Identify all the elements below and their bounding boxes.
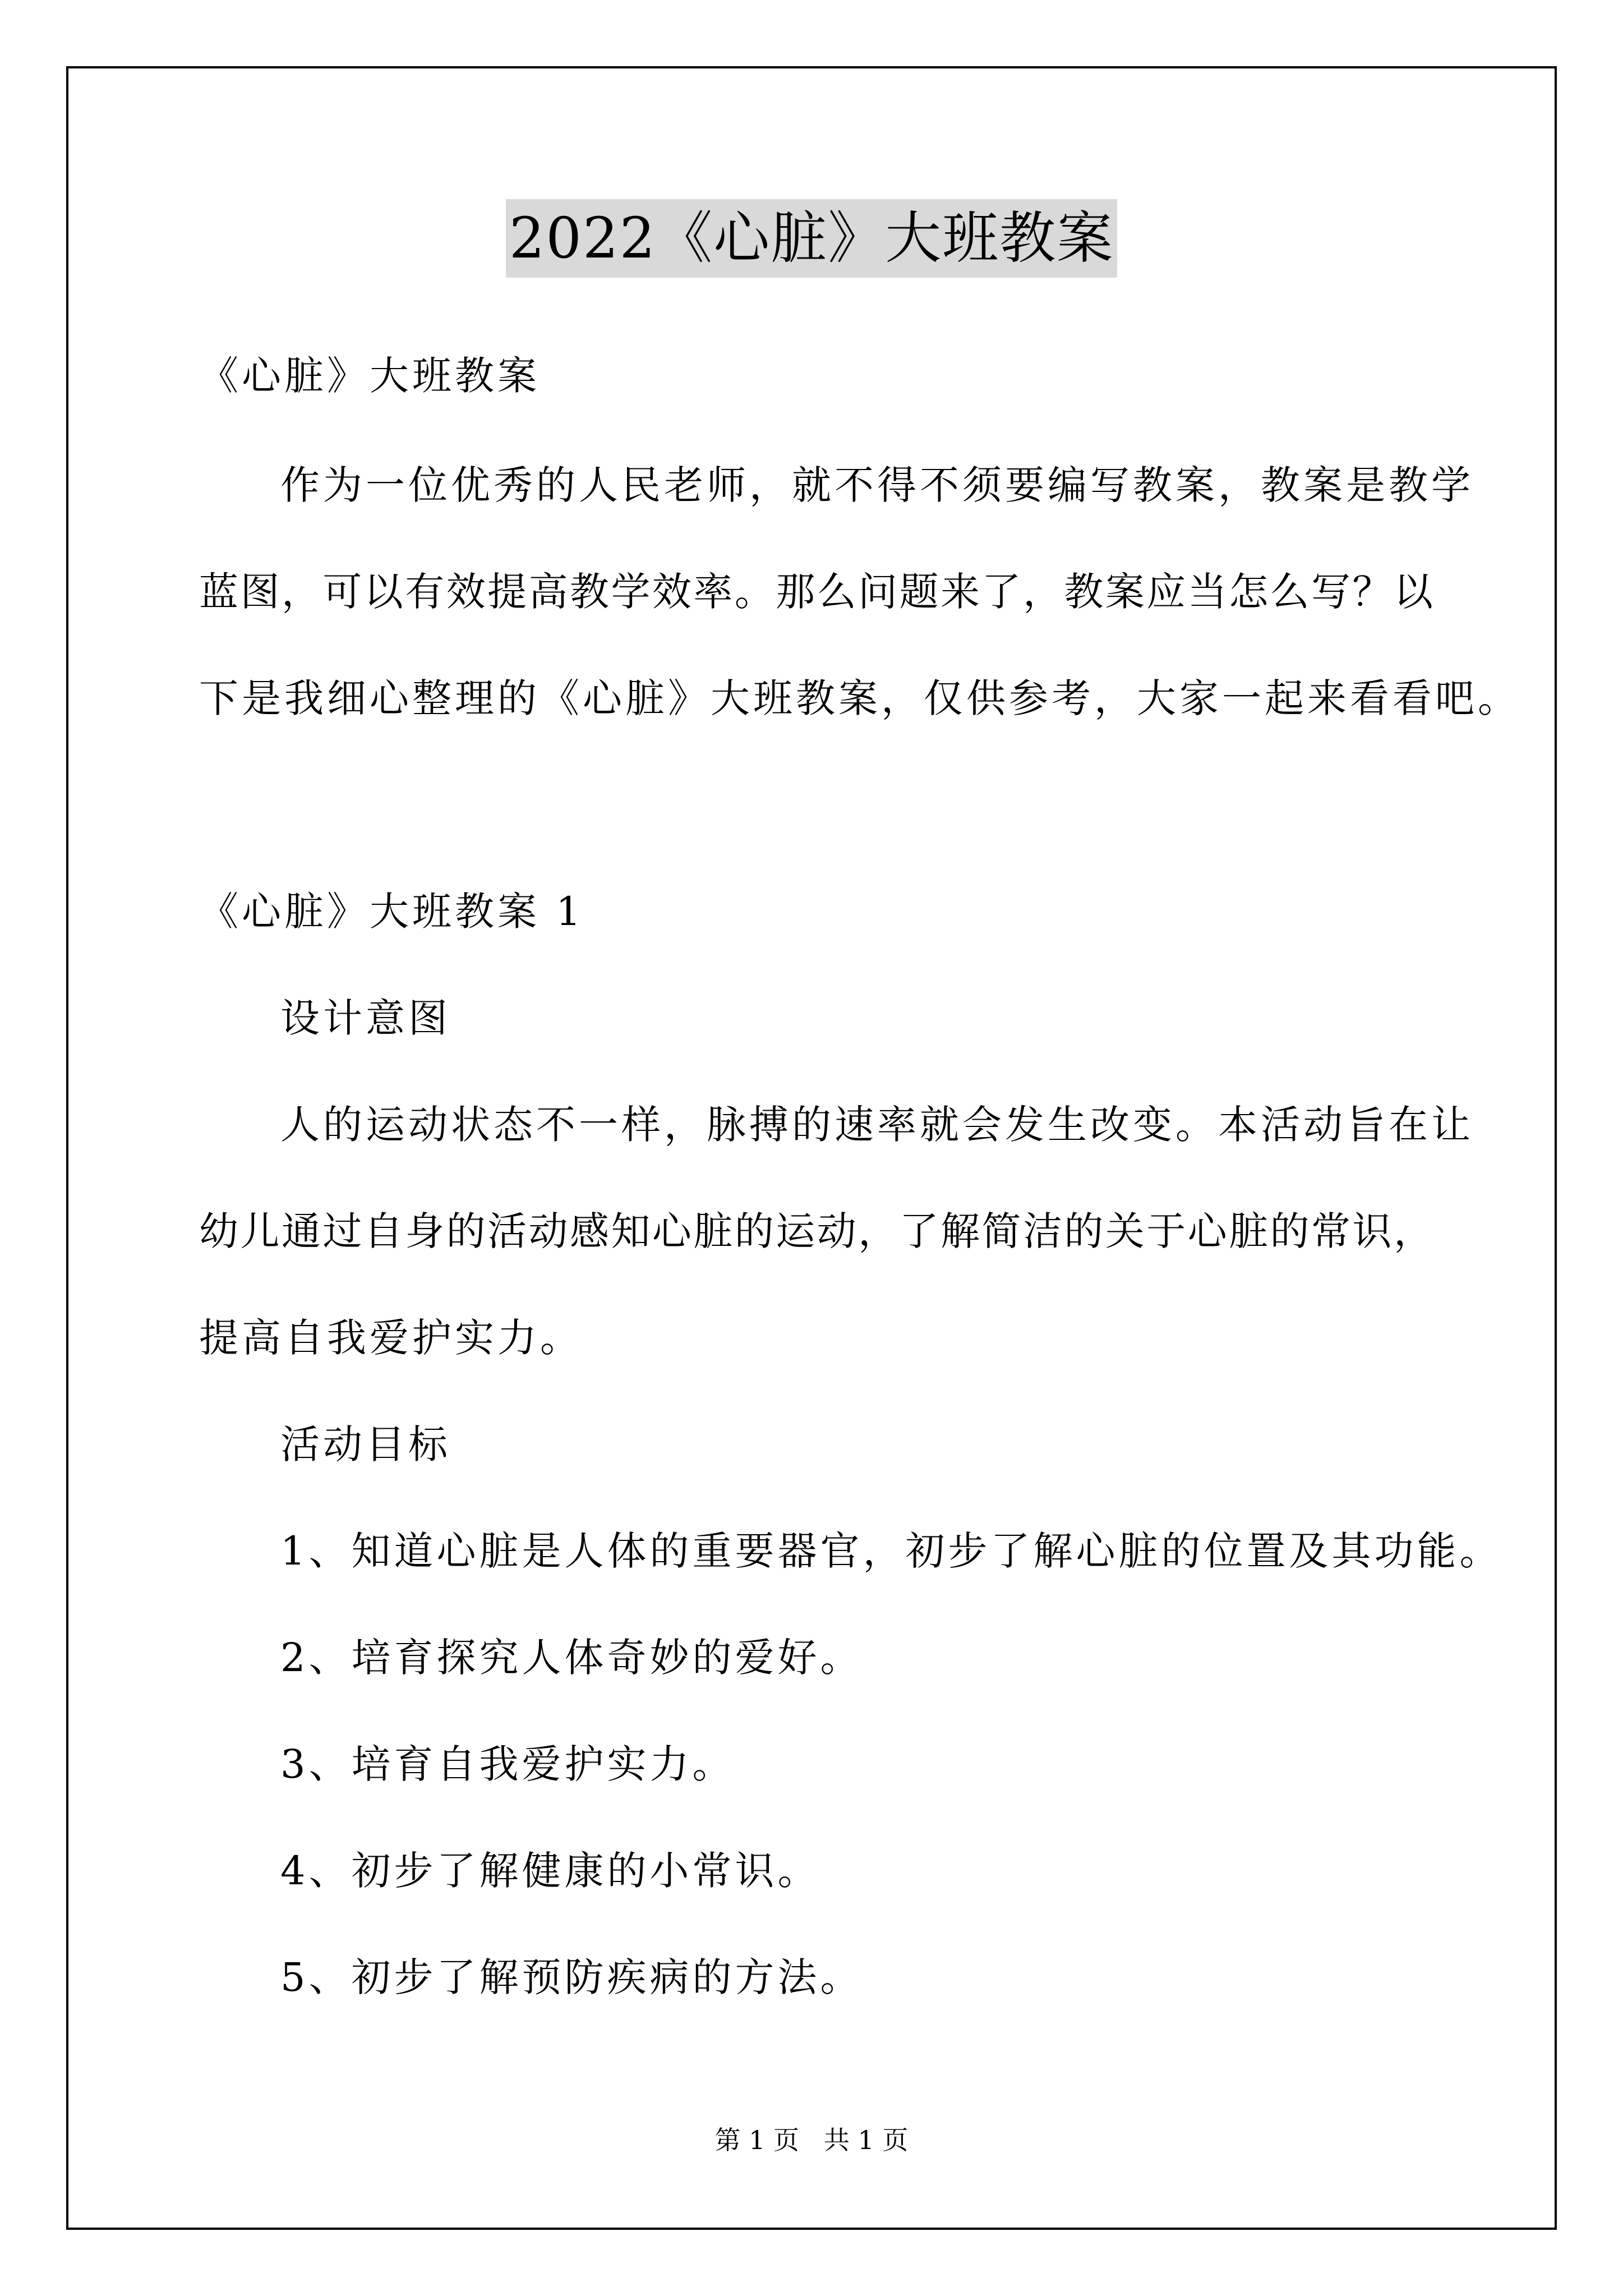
goal-item-1: 1、知道心脏是人体的重要器官，初步了解心脏的位置及其功能。	[280, 1528, 1502, 1574]
design-line-2: 幼儿通过自身的活动感知心脏的运动，了解简洁的关于心脏的常识，	[199, 1208, 1433, 1254]
document-subtitle: 《心脏》大班教案	[199, 353, 540, 399]
design-line-1: 人的运动状态不一样，脉搏的速率就会发生改变。本活动旨在让	[280, 1102, 1474, 1148]
goal-item-4: 4、初步了解健康的小常识。	[280, 1848, 820, 1894]
page-footer: 第 1 页 共 1 页	[714, 2125, 909, 2155]
design-line-3: 提高自我爱护实力。	[199, 1315, 583, 1361]
goal-item-5: 5、初步了解预防疾病的方法。	[280, 1954, 863, 2000]
intro-line-2: 蓝图，可以有效提高教学效率。那么问题来了，教案应当怎么写？以	[199, 569, 1433, 615]
design-heading: 设计意图	[280, 995, 451, 1041]
goal-item-3: 3、培育自我爱护实力。	[280, 1741, 735, 1787]
section-title: 《心脏》大班教案 1	[199, 889, 584, 935]
document-title: 2022《心脏》大班教案	[506, 199, 1118, 278]
title-container	[0, 199, 1623, 278]
goals-heading: 活动目标	[280, 1421, 451, 1467]
intro-line-1: 作为一位优秀的人民老师，就不得不须要编写教案，教案是教学	[280, 462, 1474, 508]
goal-item-2: 2、培育探究人体奇妙的爱好。	[280, 1635, 863, 1681]
intro-line-3: 下是我细心整理的《心脏》大班教案，仅供参考，大家一起来看看吧。	[199, 675, 1520, 721]
